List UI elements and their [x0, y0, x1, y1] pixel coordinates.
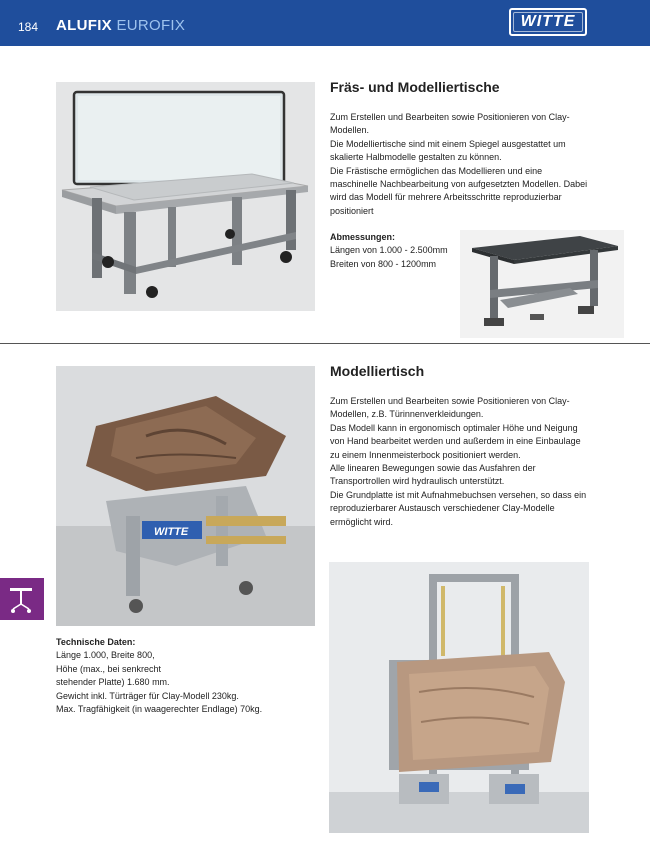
section2-title: Modelliertisch	[330, 363, 425, 379]
witte-logo: WITTE	[509, 8, 587, 36]
technical-data	[56, 636, 316, 716]
brand-title	[56, 17, 185, 34]
brand-primary: ALUFIX	[56, 17, 112, 34]
section2-paragraph: Das Modell kann in ergonomisch optimaler Höhe und Neigung von Hand bearbeitet werden und außerdem in eine Einbaulage zu einem Innenmeisterbock positioniert werden.	[330, 422, 581, 460]
photo-door-panel-table	[329, 562, 589, 833]
section2-paragraph: Die Grundplatte ist mit Aufnahmebuchsen versehen, so dass ein reproduzierbarer Austausch verschiedener Clay-Modelle ermöglicht wird.	[330, 489, 587, 527]
table-icon	[0, 578, 44, 620]
page-number: 184	[18, 20, 39, 34]
tech-line: Höhe (max., bei senkrecht	[56, 663, 162, 674]
photo-witte-label: WITTE	[154, 526, 189, 538]
dimensions-label: Abmessungen:	[330, 232, 396, 242]
dimensions-length: Längen von 1.000 - 2.500mm	[330, 245, 448, 256]
section1-dimensions	[330, 231, 470, 271]
category-tab	[0, 578, 44, 620]
section1-title: Fräs- und Modelliertische	[330, 79, 500, 95]
section1-description	[330, 111, 592, 218]
brand-secondary: EUROFIX	[116, 17, 186, 34]
photo-milling-table	[460, 230, 624, 338]
tech-line: Gewicht inkl. Türträger für Clay-Modell 230kg.	[56, 690, 239, 701]
dimensions-width: Breiten von 800 - 1200mm	[330, 258, 437, 269]
section2-paragraph: Alle linearen Bewegungen sowie das Ausfahren der Transportrollen wird hydraulisch unterstützt.	[330, 463, 536, 487]
photo-modelling-table-clay	[56, 366, 315, 626]
section-divider	[0, 343, 650, 344]
page-header	[0, 0, 650, 46]
tech-line: Max. Tragfähigkeit (in waagerechter Endlage) 70kg.	[56, 704, 263, 715]
section2-description	[330, 395, 592, 529]
section2-paragraph: Zum Erstellen und Bearbeiten sowie Positionieren von Clay-Modellen, z.B. Türinnenverkleidungen.	[330, 396, 570, 420]
tech-line: Länge 1.000, Breite 800,	[56, 650, 155, 661]
section1-paragraph: Die Frästische ermöglichen das Modellieren und eine maschinelle Nachbearbeitung von aufgesetzten Modellen. Dabei wird das Modell für mehrere Arbeitsschritte reproduzierbar positioniert	[330, 165, 588, 216]
section1-paragraph: Die Modelliertische sind mit einem Spiegel ausgestattet um skalierte Halbmodelle gestalten zu können.	[330, 138, 566, 163]
tech-line: stehender Platte) 1.680 mm.	[56, 677, 170, 688]
section1-paragraph: Zum Erstellen und Bearbeiten sowie Positionieren von Clay-Modellen.	[330, 112, 570, 136]
photo-modelling-table-mirror	[56, 82, 315, 311]
tech-label: Technische Daten:	[56, 637, 136, 647]
